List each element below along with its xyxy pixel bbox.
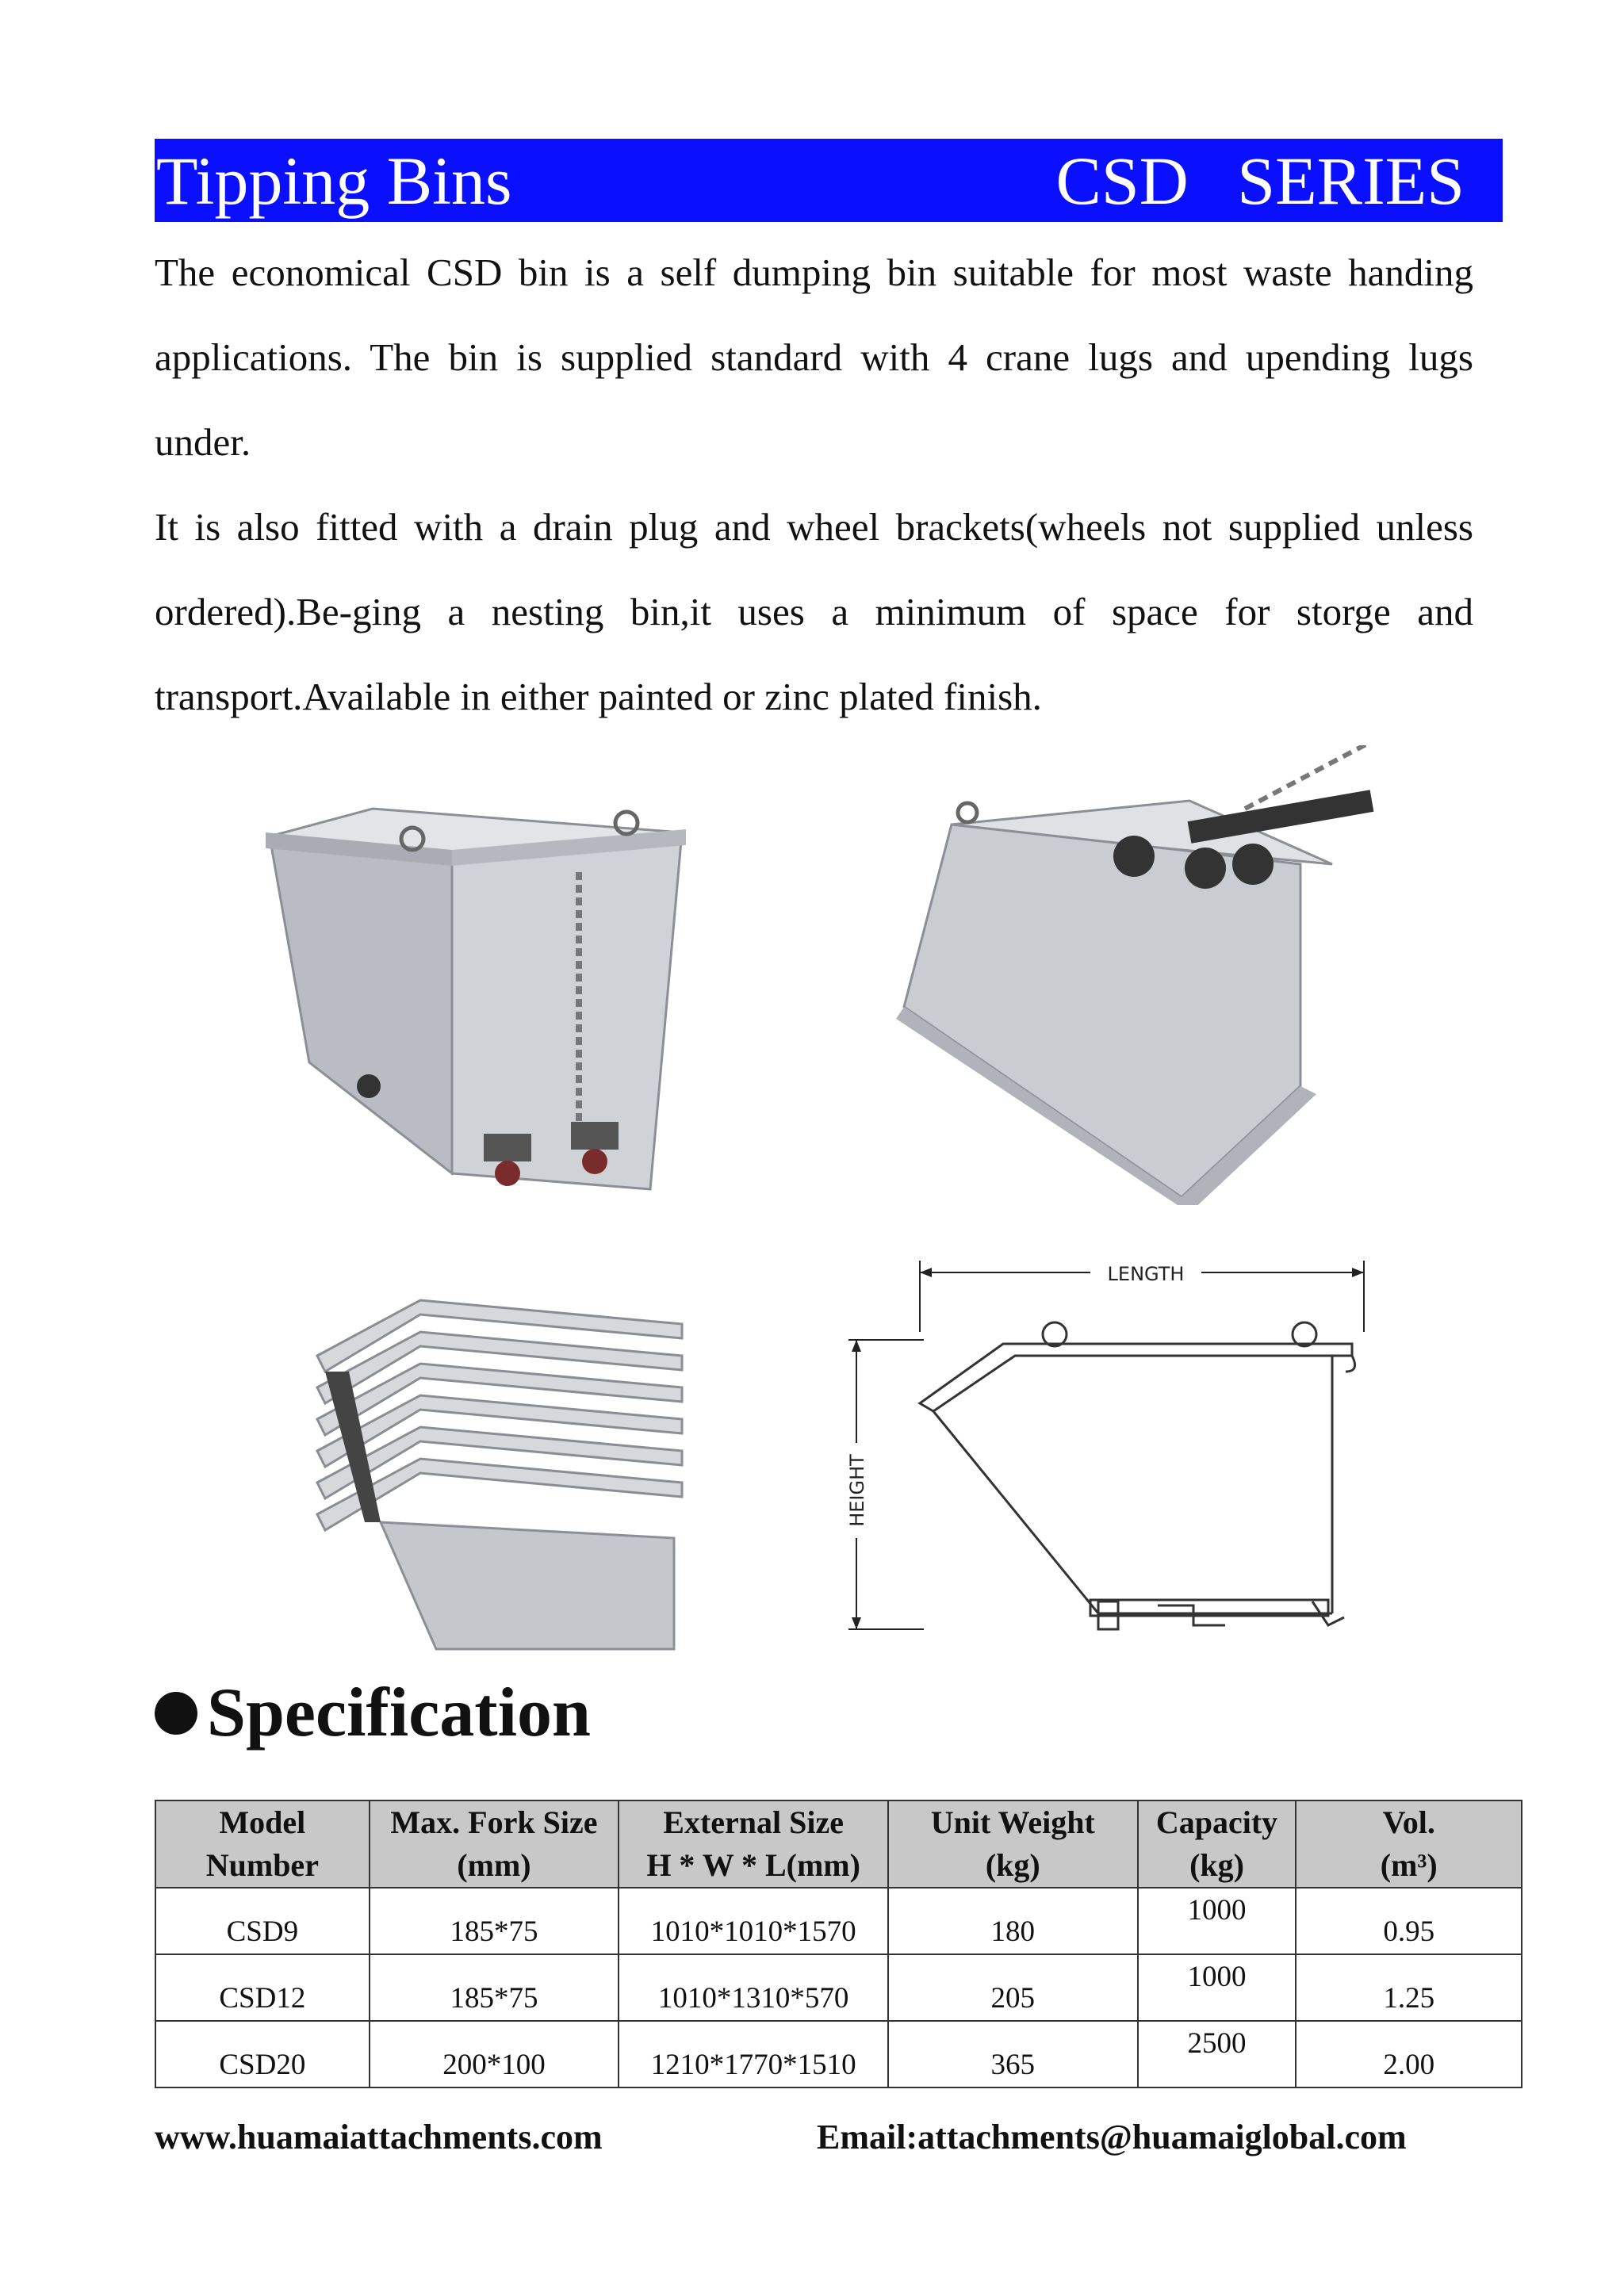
- bin-forklift-photo: [888, 745, 1380, 1205]
- header-model: Model Number: [155, 1800, 370, 1888]
- table-row: [155, 2021, 1522, 2087]
- table-row: [155, 1888, 1522, 1954]
- bin-front-photo: [254, 801, 714, 1213]
- cell-capacity: 1000: [1138, 1888, 1297, 1954]
- bullet-icon: [155, 1692, 197, 1735]
- header-capacity: Capacity (kg): [1138, 1800, 1297, 1888]
- table-header-row: [155, 1800, 1522, 1888]
- cell-capacity: 1000: [1138, 1954, 1297, 2021]
- cell-fork-size: 185*75: [370, 1888, 619, 1954]
- cell-capacity: 2500: [1138, 2021, 1297, 2087]
- intro-text: [155, 230, 1473, 739]
- cell-model: CSD9: [155, 1888, 370, 1954]
- cell-volume: 2.00: [1296, 2021, 1522, 2087]
- cell-volume: 0.95: [1296, 1888, 1522, 1954]
- cell-external-size: 1210*1770*1510: [619, 2021, 888, 2087]
- intro-paragraph-1: The economical CSD bin is a self dumping bin suitable for most waste handing applications. The bin is supplied standard with 4 crane lugs and upending lugs under.: [155, 251, 1473, 464]
- website-link[interactable]: www.huamaiattachments.com: [155, 2118, 603, 2156]
- cell-external-size: 1010*1310*570: [619, 1954, 888, 2021]
- cell-unit-weight: 365: [888, 2021, 1138, 2087]
- header-external-size: External Size H * W * L(mm): [619, 1800, 888, 1888]
- cell-unit-weight: 205: [888, 1954, 1138, 2021]
- nested-bins-photo: [301, 1284, 698, 1657]
- cell-fork-size: 185*75: [370, 1954, 619, 2021]
- page-title: Tipping Bins: [156, 142, 512, 219]
- cell-unit-weight: 180: [888, 1888, 1138, 1954]
- cell-volume: 1.25: [1296, 1954, 1522, 2021]
- spec-heading: [155, 1673, 591, 1753]
- header-volume: Vol. (m³): [1296, 1800, 1522, 1888]
- cell-model: CSD12: [155, 1954, 370, 2021]
- dimension-drawing: [845, 1253, 1384, 1649]
- series-label: CSD SERIES: [1055, 142, 1465, 219]
- email-link[interactable]: Email:attachments@huamaiglobal.com: [817, 2118, 1407, 2156]
- title-banner: [155, 139, 1503, 222]
- cell-fork-size: 200*100: [370, 2021, 619, 2087]
- intro-paragraph-2: It is also fitted with a drain plug and wheel brackets(wheels not supplied unless ordered).Be-ging a nesting bin,it uses a minimum of space for storge and transport.Available in either painted or zinc plated finish.: [155, 505, 1473, 718]
- height-label: HEIGHT: [846, 1454, 868, 1527]
- length-label: LENGTH: [1107, 1263, 1185, 1285]
- cell-model: CSD20: [155, 2021, 370, 2087]
- spec-table: [155, 1800, 1522, 2088]
- table-row: [155, 1954, 1522, 2021]
- header-unit-weight: Unit Weight (kg): [888, 1800, 1138, 1888]
- spec-title: Specification: [207, 1674, 591, 1751]
- cell-external-size: 1010*1010*1570: [619, 1888, 888, 1954]
- header-fork-size: Max. Fork Size (mm): [370, 1800, 619, 1888]
